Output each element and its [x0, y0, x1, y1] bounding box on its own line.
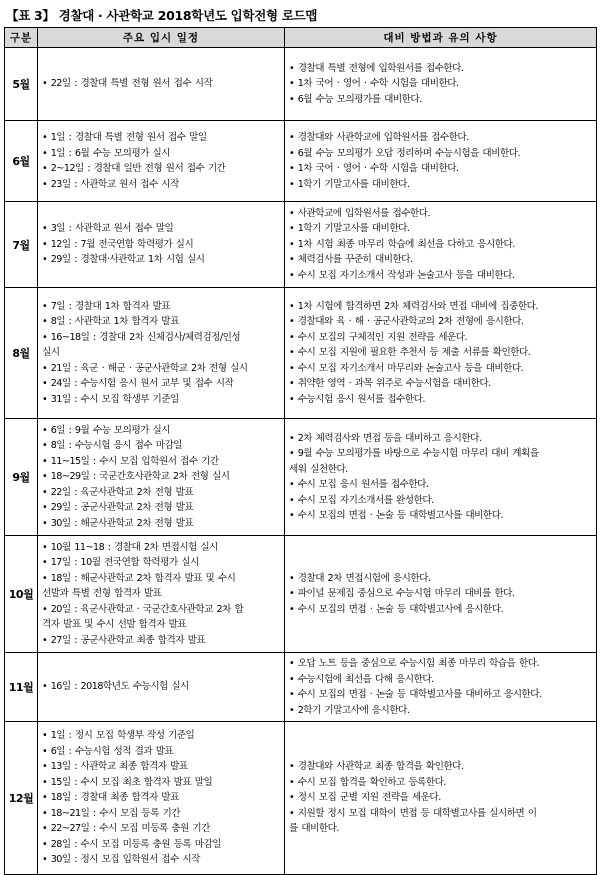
plan-line: • 22일 : 경찰대 특별 전형 원서 접수 시작	[42, 78, 213, 90]
note-line: • 취약한 영역 · 과목 위주로 수능시험을 대비한다.	[289, 378, 491, 390]
plan-line: • 18~21일 : 수시 모집 등록 기간	[42, 807, 181, 819]
row-plan	[38, 722, 285, 875]
table-body	[5, 48, 597, 875]
note-line: • 1차 국어 · 영어 · 수학 시험을 대비한다.	[289, 78, 459, 90]
plan-line: • 29일 : 경찰대·사관학교 1차 시험 실시	[42, 254, 205, 266]
plan-line: 격자 발표 및 수시 선발 합격자 발표	[42, 619, 187, 631]
row-plan	[38, 288, 285, 419]
row-note	[285, 202, 597, 288]
plan-line: • 8일 : 사관학교 1차 합격자 발표	[42, 316, 179, 328]
note-line: • 경찰대와 사관학교 최종 합격을 확인한다.	[289, 761, 464, 773]
row-month: 6월	[5, 121, 38, 202]
note-line: • 경찰대와 육 · 해 · 공군사관학교의 2차 전형에 응시한다.	[289, 316, 524, 328]
note-line: 세워 실천한다.	[289, 463, 348, 475]
note-line: • 1차 시험 최종 마무리 학습에 최선을 다하고 응시한다.	[289, 238, 515, 250]
header-note: 대비 방법과 유의 사항	[285, 28, 597, 48]
note-line: • 경찰대 특별 전형에 입학원서를 접수한다.	[289, 62, 464, 74]
note-line: 를 대비한다.	[289, 823, 339, 835]
table-row	[5, 419, 597, 536]
plan-line: • 15일 : 수시 모집 최초 합격자 발표 말일	[42, 776, 213, 788]
table-row	[5, 121, 597, 202]
plan-line: • 22~27일 : 수시 모집 미등록 충원 기간	[42, 823, 210, 835]
table-row	[5, 202, 597, 288]
note-line: • 2차 체력검사와 면접 등을 대비하고 응시한다.	[289, 432, 482, 444]
row-plan	[38, 202, 285, 288]
plan-line: • 2~12일 : 경찰대 일반 전형 원서 접수 기간	[42, 163, 226, 174]
plan-line: • 1일 : 정시 모집 학생부 작성 기준일	[42, 730, 195, 742]
note-line: • 경찰대와 사관학교에 입학원서를 접수한다.	[289, 132, 469, 143]
plan-line: • 12일 : 7월 전국연합 학력평가 실시	[42, 238, 194, 250]
note-line: • 1학기 기말고사를 대비한다.	[289, 223, 410, 235]
table-header-row	[5, 28, 597, 48]
note-line: • 9월 수능 모의평가를 바탕으로 수능시험 마무리 대비 계획을	[289, 448, 539, 459]
plan-line: • 8일 : 수능시험 응시 접수 마감일	[42, 440, 183, 452]
plan-line: • 30일 : 해군사관학교 2차 전형 발표	[42, 517, 194, 529]
note-line: • 수시 모집의 구체적인 지원 전략을 세운다.	[289, 331, 468, 343]
row-month: 9월	[5, 419, 38, 536]
note-line: • 수시 모집 자기소개서 작성과 논술고사 등을 대비한다.	[289, 269, 515, 281]
plan-line: • 29일 : 공군사관학교 2차 전형 발표	[42, 502, 194, 514]
plan-line: • 30일 : 정시 모집 입학원서 접수 시작	[42, 854, 200, 866]
plan-line: • 3일 : 사관학교 원서 접수 말일	[42, 223, 174, 235]
roadmap-table	[4, 27, 597, 875]
note-line: • 1차 국어 · 영어 · 수학 시험을 대비한다.	[289, 163, 459, 174]
plan-line: • 7일 : 경찰대 1차 합격자 발표	[42, 300, 171, 312]
plan-line: • 6일 : 수능시험 성적 결과 발표	[42, 745, 174, 757]
note-line: • 정시 모집 군별 지원 전략을 세운다.	[289, 792, 441, 804]
row-plan	[38, 121, 285, 202]
plan-line: • 16~18일 : 경찰대 2차 신체검사/체력검정/인성	[42, 331, 241, 343]
row-month: 10월	[5, 536, 38, 653]
note-line: • 수시 모집 합격을 확인하고 등록한다.	[289, 776, 446, 788]
note-line: • 수시 모집의 면접 · 논술 등 대학별고사에 응시한다.	[289, 603, 504, 615]
header-month: 구분	[5, 28, 38, 48]
plan-line: • 27일 : 공군사관학교 최종 합격자 발표	[42, 634, 206, 646]
row-plan	[38, 48, 285, 121]
table-row	[5, 653, 597, 722]
note-line: • 수시 모집 자기소개서를 완성한다.	[289, 494, 434, 506]
plan-line: • 1일 : 경찰대 특별 전형 원서 접수 말일	[42, 132, 207, 143]
note-line: • 사관학교에 입학원서를 접수한다.	[289, 207, 431, 219]
row-plan	[38, 419, 285, 536]
row-note	[285, 653, 597, 722]
note-line: • 2학기 기말고사에 응시한다.	[289, 704, 410, 716]
plan-line: • 23일 : 사관학교 원서 접수 시작	[42, 178, 179, 190]
row-month: 7월	[5, 202, 38, 288]
row-note	[285, 722, 597, 875]
plan-line: • 1일 : 6월 수능 모의평가 실시	[42, 147, 171, 159]
row-plan	[38, 653, 285, 722]
note-line: • 경찰대 2차 면접시험에 응시한다.	[289, 572, 431, 584]
note-line: • 수시 모집 지원에 필요한 추천서 등 제출 서류를 확인한다.	[289, 347, 531, 359]
note-line: • 수시 모집 자기소개서 마무리와 논술고사 등을 대비한다.	[289, 362, 524, 374]
plan-line: 선발과 특별 전형 합격자 발표	[42, 588, 162, 600]
plan-line: • 24일 : 수능시험 응시 원서 교부 및 접수 시작	[42, 378, 234, 390]
row-note	[285, 419, 597, 536]
row-note	[285, 121, 597, 202]
table-row	[5, 48, 597, 121]
header-plan: 주요 입시 일정	[38, 28, 285, 48]
row-month: 8월	[5, 288, 38, 419]
plan-line: • 13일 : 사관학교 최종 합격자 발표	[42, 761, 188, 773]
plan-line: • 11~15일 : 수시 모집 입학원서 접수 기간	[42, 455, 219, 467]
plan-line: • 18일 : 해군사관학교 2차 합격자 발표 및 수시	[42, 572, 236, 584]
note-line: • 수시 모집 응시 원서를 접수한다.	[289, 479, 429, 490]
plan-line: • 18~29일 : 국군간호사관학교 2차 전형 실시	[42, 471, 230, 483]
plan-line: • 20일 : 육군사관학교 · 국군간호사관학교 2차 합	[42, 603, 244, 615]
plan-line: • 28일 : 수시 모집 미등록 충원 등록 마감일	[42, 838, 222, 850]
plan-line: • 10월 11~18 : 경찰대 2차 면접시험 실시	[42, 541, 218, 553]
plan-line: • 21일 : 육군 · 해군 · 공군사관학교 2차 전형 실시	[42, 362, 248, 374]
row-note	[285, 288, 597, 419]
table-row	[5, 536, 597, 653]
plan-line: • 6일 : 9월 수능 모의평가 실시	[42, 424, 171, 436]
note-line: • 오답 노트 등을 중심으로 수능시험 최종 마무리 학습을 한다.	[289, 658, 540, 669]
note-line: • 6월 수능 모의평가를 대비한다.	[289, 93, 422, 105]
plan-line: • 18일 : 경찰대 최종 합격자 발표	[42, 792, 179, 804]
row-note	[285, 48, 597, 121]
row-plan	[38, 536, 285, 653]
plan-line: • 17일 : 10월 전국연합 학력평가 실시	[42, 557, 199, 569]
note-line: • 수능시험 응시 원서를 접수한다.	[289, 393, 425, 405]
plan-line: • 31일 : 수시 모집 학생부 기준일	[42, 393, 179, 405]
plan-line: 실시	[42, 347, 60, 359]
table-row	[5, 722, 597, 875]
table-row	[5, 288, 597, 419]
note-line: • 1학기 기말고사를 대비한다.	[289, 178, 410, 190]
note-line: • 1차 시험에 합격하면 2차 체력검사와 면접 대비에 집중한다.	[289, 300, 538, 312]
note-line: • 파이널 문제집 중심으로 수능시험 마무리 대비를 한다.	[289, 588, 515, 600]
plan-line: • 22일 : 육군사관학교 2차 전형 발표	[42, 486, 194, 498]
note-line: • 지원할 정시 모집 대학이 면접 등 대학별고사를 실시하면 이	[289, 807, 537, 819]
row-month: 5월	[5, 48, 38, 121]
row-note	[285, 536, 597, 653]
plan-line: • 16일 : 2018학년도 수능시험 실시	[42, 681, 189, 693]
note-line: • 체력검사를 꾸준히 대비한다.	[289, 254, 413, 266]
note-line: • 수시 모집의 면접 · 논술 등 대학별고사를 대비한다.	[289, 510, 504, 521]
row-month: 12월	[5, 722, 38, 875]
note-line: • 6월 수능 모의평가 오답 정리하며 수능시험을 대비한다.	[289, 147, 521, 159]
note-line: • 수능시험에 최선을 다해 응시한다.	[289, 673, 434, 685]
note-line: • 수시 모집의 면접 · 논술 등 대학별고사를 대비하고 응시한다.	[289, 689, 542, 700]
table-title: 【표 3】 경찰대 · 사관학교 2018학년도 입학전형 로드맵	[6, 8, 318, 23]
row-month: 11월	[5, 653, 38, 722]
